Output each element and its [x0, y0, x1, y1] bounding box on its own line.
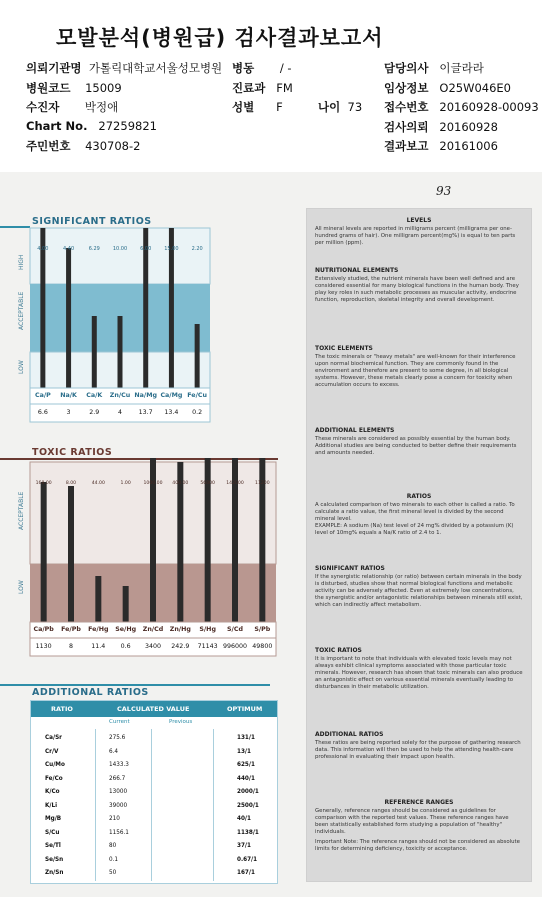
sig-category-label: Zn/Cu: [109, 392, 131, 399]
additional-ratios-table: [30, 700, 278, 884]
ratio-name: Zn/Sn: [45, 870, 64, 876]
sig-axis-acceptable: ACCEPTABLE: [18, 291, 25, 330]
ratios-section: RATIOS A calculated comparison of two minerals to each other is called a ratio. To calculate a ratio value, the first mineral level is divided by the second mineral level. EXAMPLE: A sodium (Na) test level of 24 mg% divided by a potassium (K) level of 10mg% equals a Na/K ratio of 2.4 to 1.: [315, 493, 515, 536]
ratio-current: 39000: [109, 802, 128, 809]
sig-value: 13.4: [164, 409, 179, 416]
info-patient: 수진자 박정애: [26, 100, 119, 114]
info-ward: 병동 / -: [232, 61, 292, 75]
ratio-name: Cu/Mo: [45, 762, 65, 768]
ratio-current: 6.4: [109, 748, 119, 755]
add-top-rule: [0, 684, 270, 686]
tox-top-label: 142000: [226, 481, 244, 486]
additional-ratio-row: [31, 787, 277, 799]
sig-top-label: 10.00: [112, 246, 128, 252]
ratio-name: K/Li: [45, 802, 58, 809]
ratio-current: 0.1: [109, 856, 119, 863]
ratio-name: Mg/B: [45, 816, 62, 822]
additional-ratio-row: [31, 841, 277, 853]
additional-ratio-row: [31, 747, 277, 759]
explanation-panel: [306, 208, 532, 882]
ratio-optimum: 440/1: [237, 775, 255, 782]
ratio-name: Fe/Co: [45, 775, 63, 782]
sig-axis-high: HIGH: [18, 254, 25, 270]
nutritional-section: NUTRITIONAL ELEMENTS Extensively studied, the nutrient minerals have been well defined and are considered essential for many biological functions in the human body. They play key roles in such metabolic processes as muscular activity, endocrine function, reproduction, skeletal integrity and overall development.: [315, 267, 519, 303]
col-current: Current: [109, 719, 130, 725]
tox-category-label: Fe/Pb: [61, 626, 81, 633]
tox-top-label: 11200: [255, 481, 270, 486]
tox-category-label: Fe/Hg: [88, 626, 109, 633]
ratio-optimum: 37/1: [237, 843, 251, 849]
handwritten-page-number: 93: [436, 184, 452, 198]
info-hospital-code: 병원코드 15009: [26, 81, 122, 95]
tox-axis-low: LOW: [18, 580, 25, 594]
additional-ratio-row: [31, 868, 277, 880]
sig-top-label: 6.29: [88, 246, 100, 252]
tox-bar-ca-pb: [41, 482, 47, 622]
tox-category-label: S/Hg: [199, 626, 216, 633]
tox-category-label: Zn/Hg: [169, 626, 191, 633]
tox-category-label: S/Pb: [254, 626, 271, 633]
ratio-current: 80: [109, 843, 117, 849]
significant-ratios-section: SIGNIFICANT RATIOS If the synergistic relationship (or ratio) between certain minerals in the body is disturbed, studies show that normal biological functions and metabolic activity can be adversely affected. Even at extremely low concentrations, the synergistic and/or antagonistic relationships between minerals still exist, which can indirectly affect metabolism.: [315, 565, 523, 608]
info-resident-no: 주민번호 430708-2: [26, 139, 141, 153]
info-chart-no: Chart No. 27259821: [26, 119, 157, 133]
tox-axis-acceptable: ACCEPTABLE: [18, 491, 25, 530]
additional-ratio-row: [31, 774, 277, 786]
sig-value: 3: [66, 409, 71, 416]
additional-ratio-row: [31, 801, 277, 813]
tox-value: 1130: [35, 643, 52, 650]
tox-value: 49800: [252, 643, 273, 650]
info-reception-no: 접수번호 20160928-00093: [384, 100, 539, 114]
sig-category-label: Ca/P: [34, 392, 51, 399]
sig-value: 4: [117, 409, 122, 416]
sig-bar-ca-k: [92, 316, 97, 388]
tox-value: 996000: [222, 643, 248, 650]
sig-bar-na-k: [66, 248, 71, 388]
ratio-optimum: 1138/1: [237, 829, 259, 836]
sig-value: 0.2: [192, 409, 203, 416]
ratio-name: Se/Tl: [45, 843, 61, 849]
tox-category-label: S/Cd: [227, 626, 243, 633]
ratio-current: 275.6: [109, 735, 126, 741]
tox-bar-fe-hg: [95, 576, 101, 622]
tox-bar-se-hg: [123, 586, 129, 622]
tox-value: 242.9: [171, 643, 190, 650]
tox-bar-zn-hg: [177, 462, 183, 622]
sig-category-label: Fe/Cu: [187, 392, 207, 399]
tox-top-label: 44.00: [91, 481, 105, 486]
additional-elements-section: ADDITIONAL ELEMENTS These minerals are considered as possibly essential by the human body. Additional studies are being conducted to better define their requirements and amounts needed.: [315, 427, 517, 456]
additional-ratio-row: [31, 855, 277, 867]
tox-category-label: Se/Hg: [115, 626, 137, 633]
tox-top-label: 1.00: [120, 481, 131, 486]
info-sex: 성별 F: [232, 100, 283, 114]
sig-top-label: 6.00: [140, 246, 152, 252]
ratio-current: 266.7: [109, 775, 126, 782]
ratio-optimum: 167/1: [237, 870, 255, 876]
ratio-optimum: 40/1: [237, 816, 251, 822]
reference-ranges-section: REFERENCE RANGES Generally, reference ranges should be considered as guidelines for comparison with the reported test values. These reference ranges have been statistically established form studying a population of "healthy" individuals. Important Note: The reference ranges should not be considered as absolute limits for determining deficiency, toxicity or acceptance.: [315, 799, 520, 852]
ratio-current: 210: [109, 816, 120, 822]
ratio-name: K/Co: [45, 789, 60, 795]
sig-axis-low: LOW: [18, 360, 25, 374]
sig-value: 6.6: [37, 409, 48, 416]
info-age: 나이 73: [318, 100, 363, 114]
levels-section: LEVELS All mineral levels are reported in milligrams percent (milligrams per one-hundred grams of hair). One milligram percent(mg%) is equal to ten parts per million (ppm).: [315, 217, 516, 246]
toxic-ratios-title: TOXIC RATIOS: [32, 447, 113, 458]
sig-left-bar: [0, 226, 30, 228]
ratio-current: 50: [109, 870, 117, 876]
tox-value: 3400: [144, 643, 161, 650]
info-report-date: 결과보고 20161006: [384, 139, 498, 153]
sig-category-label: Na/Mg: [134, 392, 157, 399]
sig-bar-zn-cu: [118, 316, 123, 388]
sig-bar-ca-p: [40, 228, 45, 388]
sig-category-label: Ca/Mg: [160, 392, 183, 399]
tox-top-label: 400.00: [172, 481, 189, 486]
ratio-name: Ca/Sr: [45, 735, 62, 741]
col-previous: Previous: [169, 719, 193, 725]
ratio-optimum: 2000/1: [237, 789, 259, 795]
ratio-name: Se/Sn: [45, 856, 64, 863]
tox-value: 11.4: [91, 643, 106, 650]
additional-ratios-title: ADDITIONAL RATIOS: [32, 687, 149, 698]
info-request-date: 검사의뢰 20160928: [384, 120, 498, 134]
info-clinical: 임상정보 O25W046E0: [384, 81, 511, 95]
additional-ratios-section: ADDITIONAL RATIOS These ratios are being reported solely for the purpose of gathering research data. This information will then be used to help the attending health-care professional in evaluating their impact upon health.: [315, 731, 521, 760]
tox-bar-fe-pb: [68, 486, 74, 622]
report-title: 모발분석(병원급) 검사결과보고서: [56, 26, 384, 50]
ratio-optimum: 131/1: [237, 735, 255, 741]
sig-top-label: 4.00: [37, 246, 49, 252]
sig-band-high: [30, 228, 210, 284]
ratio-current: 13000: [109, 789, 128, 795]
sig-category-label: Na/K: [60, 392, 77, 399]
col-ratio: RATIO: [51, 705, 73, 713]
col-optimum: OPTIMUM: [227, 705, 263, 713]
sig-bar-fe-cu: [195, 324, 200, 388]
tox-top-label: 168.00: [35, 481, 52, 486]
toxic-ratios-section: TOXIC RATIOS It is important to note that individuals with elevated toxic levels may not always exhibit clinical symptoms associated with those particular toxic minerals. However, research has shown that toxic minerals can also produce an antagonistic effect on various essential minerals eventually leading to disturbances in their metabolic utilization.: [315, 647, 523, 690]
sig-value: 13.7: [138, 409, 153, 416]
info-department: 진료과 FM: [232, 81, 293, 95]
tox-category-label: Zn/Cd: [142, 626, 164, 633]
sig-top-label: 15.00: [164, 246, 179, 252]
ratio-optimum: 2500/1: [237, 802, 259, 809]
additional-ratio-row: [31, 828, 277, 840]
col-calculated: CALCULATED VALUE: [117, 705, 190, 713]
ratio-optimum: 625/1: [237, 762, 255, 768]
toxic-elements-section: TOXIC ELEMENTS The toxic minerals or "heavy metals" are well-known for their interference upon normal biochemical function. They are commonly found in the environment and therefore are present to some degree, in all biological systems. However, these metals clearly pose a concern for toxicity when accumulation occurs to excess.: [315, 345, 516, 388]
sig-top-label: 4.40: [63, 246, 75, 252]
sig-category-label: Ca/K: [86, 392, 103, 399]
sig-bar-na-mg: [143, 228, 148, 388]
ratio-current: 1433.3: [109, 762, 129, 768]
sig-value: 2.9: [89, 409, 100, 416]
info-institution: 의뢰기관명 가톨릭대학교서울성모병원: [26, 61, 223, 75]
sig-bar-ca-mg: [169, 228, 174, 388]
tox-category-label: Ca/Pb: [33, 626, 54, 633]
tox-top-label: 8.00: [65, 481, 77, 486]
additional-ratios-header: [31, 701, 277, 717]
tox-value: 71143: [197, 643, 218, 650]
info-doctor: 담당의사 이글라라: [384, 61, 484, 75]
ratio-name: Cr/V: [45, 748, 59, 755]
tox-top-label: 1000.00: [143, 481, 163, 486]
ratio-optimum: 0.67/1: [237, 856, 258, 863]
ratio-optimum: 13/1: [237, 748, 251, 755]
additional-ratio-row: [31, 733, 277, 745]
ratio-name: S/Cu: [45, 829, 60, 836]
tox-value: 0.6: [120, 643, 131, 650]
sig-top-label: 2.20: [191, 246, 203, 252]
additional-ratio-row: [31, 814, 277, 826]
tox-value: 8: [68, 643, 73, 650]
ratio-current: 1156.1: [109, 829, 129, 836]
significant-ratios-title: SIGNIFICANT RATIOS: [32, 216, 152, 227]
tox-top-label: 56000: [200, 481, 215, 486]
additional-ratio-row: [31, 760, 277, 772]
